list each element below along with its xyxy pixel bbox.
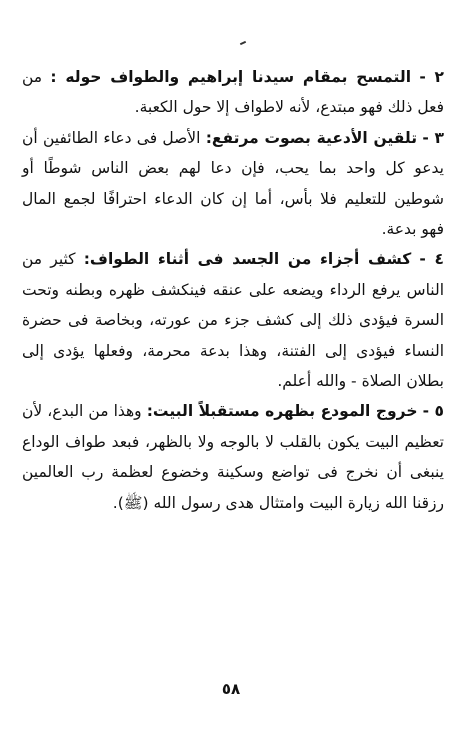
item-heading: خروج المودع بظهره مستقبلاً البيت:: [146, 402, 418, 421]
print-mark: [240, 41, 246, 45]
item-heading: كشف أجزاء من الجسد فى أثناء الطواف:: [83, 250, 412, 269]
item-number: ٥ -: [422, 402, 444, 421]
item-number: ٤ -: [419, 250, 444, 269]
item-heading: تلقين الأدعية بصوت مرتفع:: [205, 128, 418, 147]
item-text: وهذا من البدع، لأن تعظيم البيت يكون بالقلب لا بالوجه ولا بالظهر، فبعد طواف الوداع ينبغى أن نخرج فى تواضع وسكينة وخضوع لعظمة رب العالمين رزقنا الله زيارة البيت وامتثال هدى رسول الله (ﷺ).: [22, 402, 444, 512]
item-text: كثير من الناس يرفع الرداء ويضعه على عنقه فينكشف ظهره وبطنه وتحت السرة فيؤدى ذلك إلى كشف جزء من عورته، وبخاصة فى حضرة النساء فيؤدى إلى الفتنة، وهذا بدعة محرمة، وفعلها يؤدى إلى بطلان الصلاة - والله أعلم.: [22, 250, 444, 391]
page-text: [22, 62, 444, 518]
item-heading: التمسح بمقام سيدنا إبراهيم والطواف حوله :: [50, 68, 412, 86]
list-item-4: [22, 244, 444, 396]
page-number: ٥٨: [221, 680, 241, 698]
item-text: الأصل فى دعاء الطائفين أن يدعو كل واحد بما يحب، فإن دعا لهم بعض الناس شوطًا أو شوطين للتعليم فلا بأس، أما إن كان الدعاء احترافًا لجمع المال فهو بدعة.: [22, 128, 444, 239]
item-number: ٢ -: [419, 68, 444, 86]
item-number: ٣ -: [422, 128, 444, 147]
list-item-2: [22, 62, 444, 123]
list-item-3: [22, 123, 444, 245]
item-text: من فعل ذلك فهو مبتدع، لأنه لاطواف إلا حول الكعبة.: [22, 68, 444, 117]
list-item-5: [22, 396, 444, 518]
